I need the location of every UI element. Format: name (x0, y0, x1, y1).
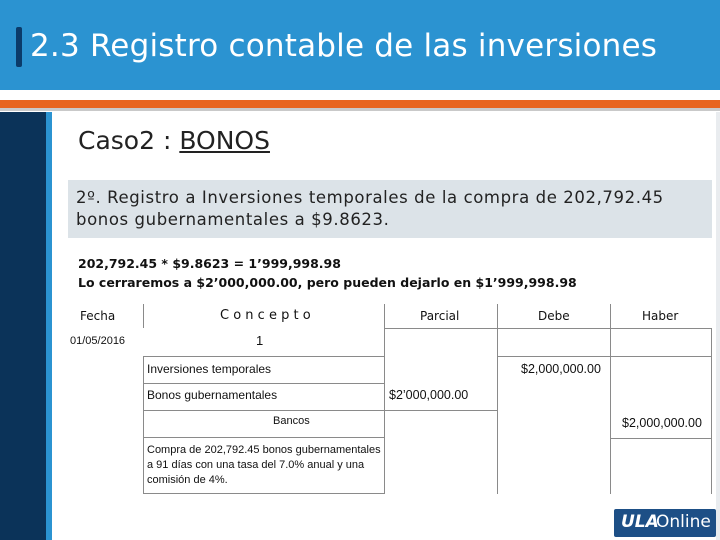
grid-line (143, 304, 144, 328)
grid-line (610, 328, 611, 494)
debe-inversiones: $2,000,000.00 (521, 362, 601, 376)
left-side-panel (0, 112, 52, 540)
orange-divider (0, 100, 720, 108)
case-title-bonos: BONOS (179, 126, 270, 155)
entry-date: 01/05/2016 (70, 335, 126, 347)
calculation-line: 202,792.45 * $9.8623 = 1’999,998.98 (78, 256, 341, 271)
logo-online: Online (656, 512, 711, 532)
right-side-panel (716, 112, 720, 540)
grid-line (610, 304, 611, 328)
grid-line (497, 304, 498, 328)
slide-header (0, 0, 720, 90)
case-title (78, 126, 270, 155)
row-box-bancos (143, 410, 385, 438)
account-bonos: Bonos gubernamentales (147, 388, 278, 402)
header-concepto: C o n c e p t o (220, 308, 311, 323)
header-debe: Debe (538, 309, 570, 323)
title-accent-bar (16, 27, 22, 67)
logo-ula: ULA (621, 512, 659, 532)
haber-bancos: $2,000,000.00 (622, 416, 702, 430)
entry-number: 1 (256, 333, 264, 348)
header-haber: Haber (642, 309, 679, 323)
case-title-prefix: Caso2 : (78, 126, 180, 155)
grid-line (711, 328, 712, 494)
left-panel-edge (46, 112, 52, 540)
rounding-note: Lo cerraremos a $2’000,000.00, pero pueden dejarlo en $1’999,998.98 (78, 275, 577, 290)
gray-divider (0, 108, 720, 111)
grid-line (384, 304, 385, 328)
slide-title: 2.3 Registro contable de las inversiones (30, 28, 658, 64)
grid-line (497, 328, 498, 494)
entry-note: Compra de 202,792.45 bonos gubernamentales a 91 días con una tasa del 7.0% anual y una comisión de 4%. (147, 444, 381, 486)
ula-online-logo (614, 509, 716, 537)
header-fecha: Fecha (80, 309, 116, 323)
grid-line (497, 356, 711, 357)
account-bancos: Bancos (273, 415, 310, 427)
parcial-bonos: $2’000,000.00 (389, 388, 469, 402)
grid-line (384, 328, 712, 329)
grid-line (610, 438, 711, 439)
statement-text: 2º. Registro a Inversiones temporales de la compra de 202,792.45 bonos gubernamentales a $9.8623. (76, 188, 664, 229)
account-inversiones: Inversiones temporales (147, 362, 272, 376)
statement-box (68, 180, 712, 238)
header-parcial: Parcial (420, 309, 460, 323)
grid-line (384, 410, 497, 411)
